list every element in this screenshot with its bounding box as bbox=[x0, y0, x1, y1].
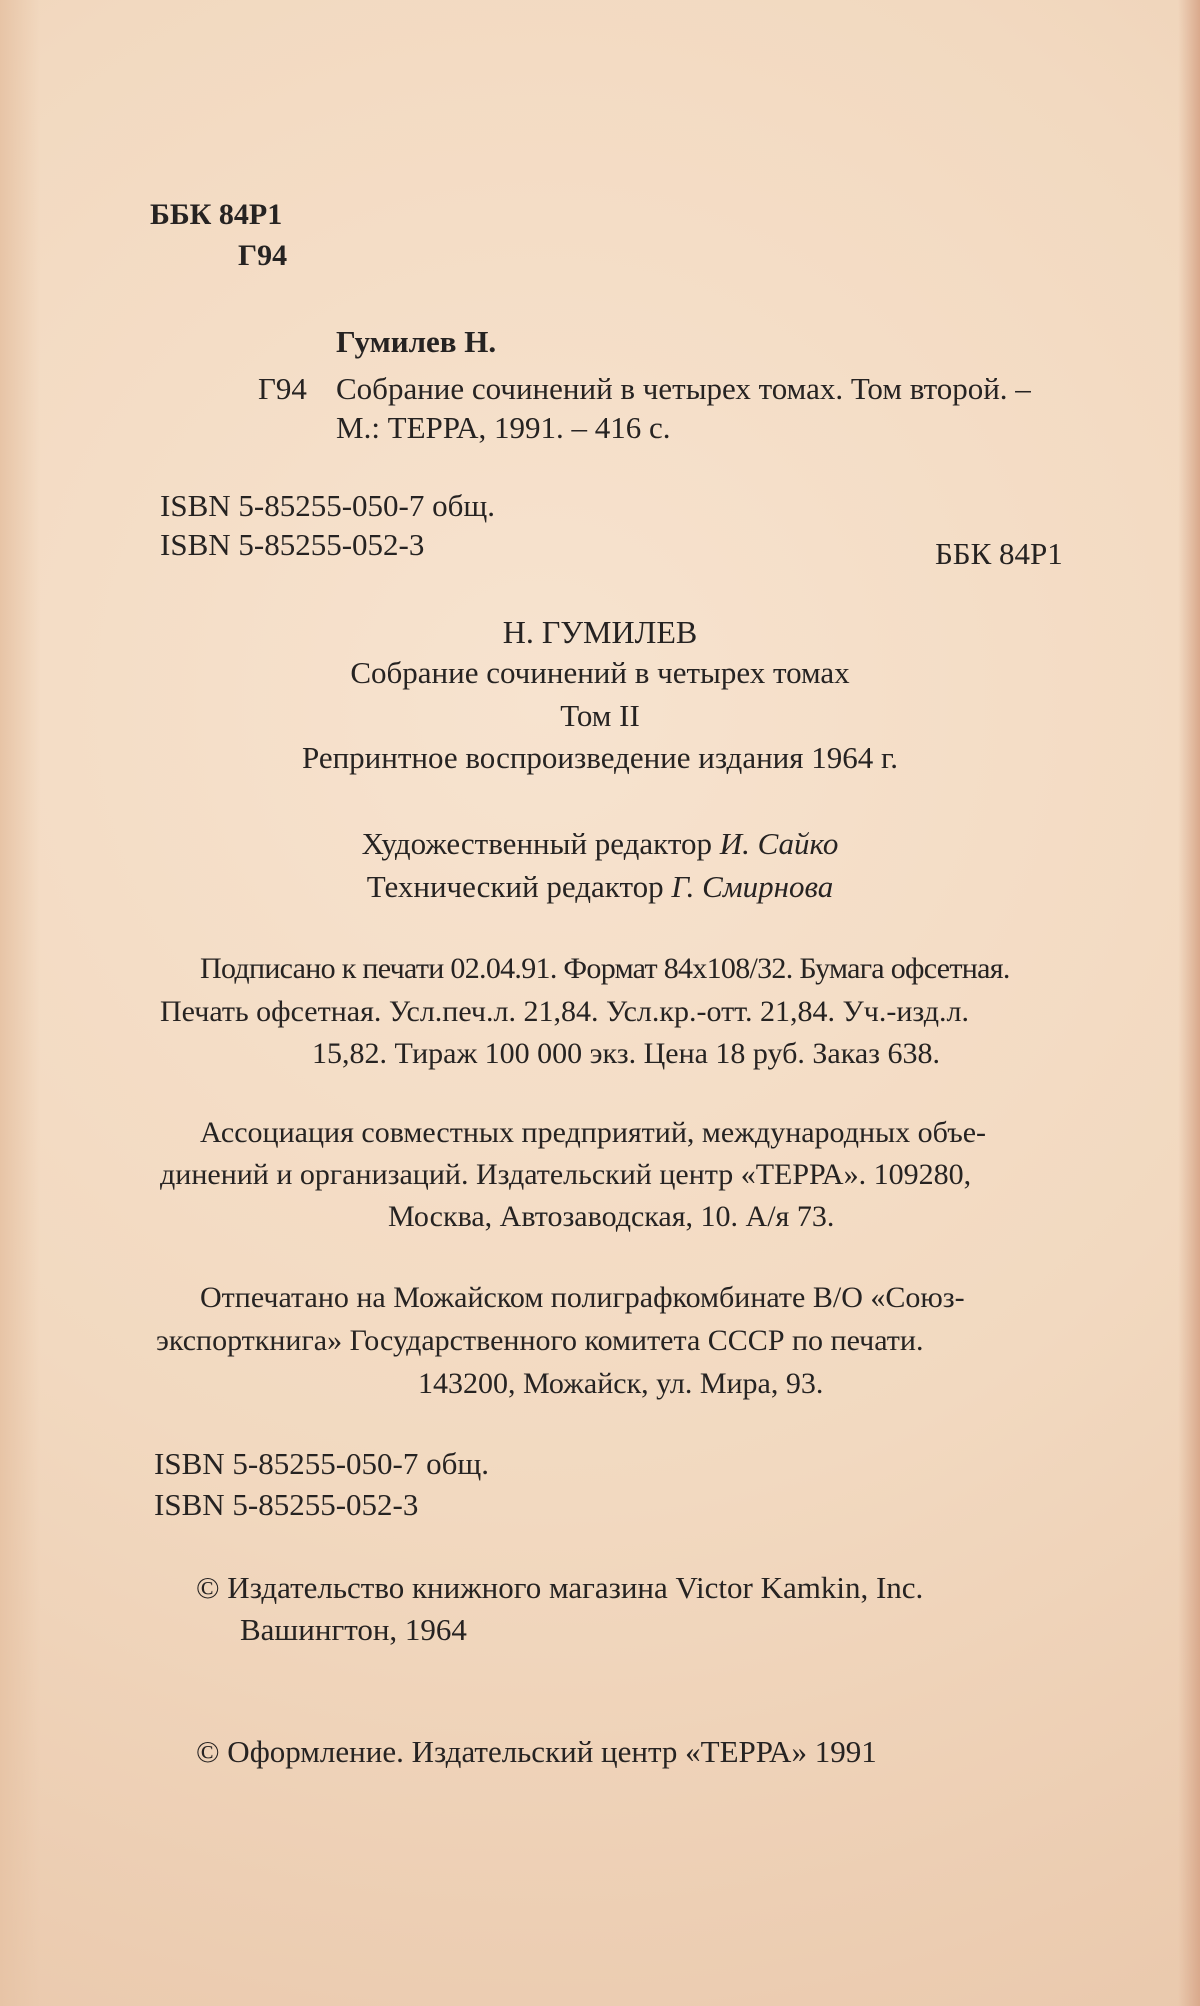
printer-line-3: 143200, Можайск, ул. Мира, 93. bbox=[418, 1367, 824, 1400]
catalog-isbn-2: ISBN 5-85255-052-3 bbox=[160, 527, 425, 562]
catalog-title-line2: М.: ТЕРРА, 1991. – 416 с. bbox=[336, 410, 671, 445]
art-editor bbox=[0, 828, 1200, 859]
page-left-shadow bbox=[0, 0, 40, 2006]
printer-line-1: Отпечатано на Можайском полиграфкомбинате В/О «Союз- bbox=[200, 1281, 965, 1314]
publisher-line-3: Москва, Автозаводская, 10. А/я 73. bbox=[388, 1200, 835, 1233]
bbk-code-top: ББК 84Р1 bbox=[150, 198, 283, 231]
art-editor-name: И. Сайко bbox=[719, 826, 839, 861]
bottom-isbn-1: ISBN 5-85255-050-7 общ. bbox=[154, 1446, 489, 1481]
printing-line-1: Подписано к печати 02.04.91. Формат 84х108/32. Бумага офсетная. bbox=[200, 952, 1010, 985]
catalog-bbk-right: ББК 84Р1 bbox=[935, 536, 1063, 571]
title-author: Н. ГУМИЛЕВ bbox=[502, 614, 698, 650]
copyright-line-1: © Издательство книжного магазина Victor Kamkin, Inc. bbox=[196, 1570, 924, 1605]
publisher-line-2: динений и организаций. Издательский центр «ТЕРРА». 109280, bbox=[160, 1158, 972, 1191]
author-mark-top: Г94 bbox=[238, 239, 288, 272]
title-series: Собрание сочинений в четырех томах bbox=[350, 655, 850, 690]
catalog-isbn-1: ISBN 5-85255-050-7 общ. bbox=[160, 488, 495, 523]
art-editor-label: Художественный редактор bbox=[361, 826, 712, 861]
catalog-title-line1: Собрание сочинений в четырех томах. Том второй. – bbox=[336, 371, 1031, 406]
title-volume: Том II bbox=[560, 698, 640, 733]
tech-editor-label: Технический редактор bbox=[366, 869, 664, 904]
bottom-isbn-2: ISBN 5-85255-052-3 bbox=[154, 1487, 419, 1522]
copyright-line-2: Вашингтон, 1964 bbox=[240, 1612, 467, 1647]
printer-line-2: экспорткнига» Государственного комитета СССР по печати. bbox=[156, 1324, 924, 1357]
printing-line-2: Печать офсетная. Усл.печ.л. 21,84. Усл.кр.-отт. 21,84. Уч.-изд.л. bbox=[160, 995, 969, 1028]
printing-line-3: 15,82. Тираж 100 000 экз. Цена 18 руб. Заказ 638. bbox=[312, 1037, 941, 1070]
publisher-line-1: Ассоциация совместных предприятий, международных объе- bbox=[200, 1116, 987, 1149]
page-right-shadow bbox=[1178, 0, 1200, 2006]
copyright-line-3: © Оформление. Издательский центр «ТЕРРА» 1991 bbox=[196, 1734, 877, 1769]
title-reprint-note: Репринтное воспроизведение издания 1964 г. bbox=[301, 740, 898, 775]
tech-editor-name: Г. Смирнова bbox=[671, 869, 834, 904]
tech-editor bbox=[0, 871, 1200, 902]
catalog-author: Гумилев Н. bbox=[336, 324, 497, 359]
catalog-author-mark: Г94 bbox=[258, 371, 307, 406]
